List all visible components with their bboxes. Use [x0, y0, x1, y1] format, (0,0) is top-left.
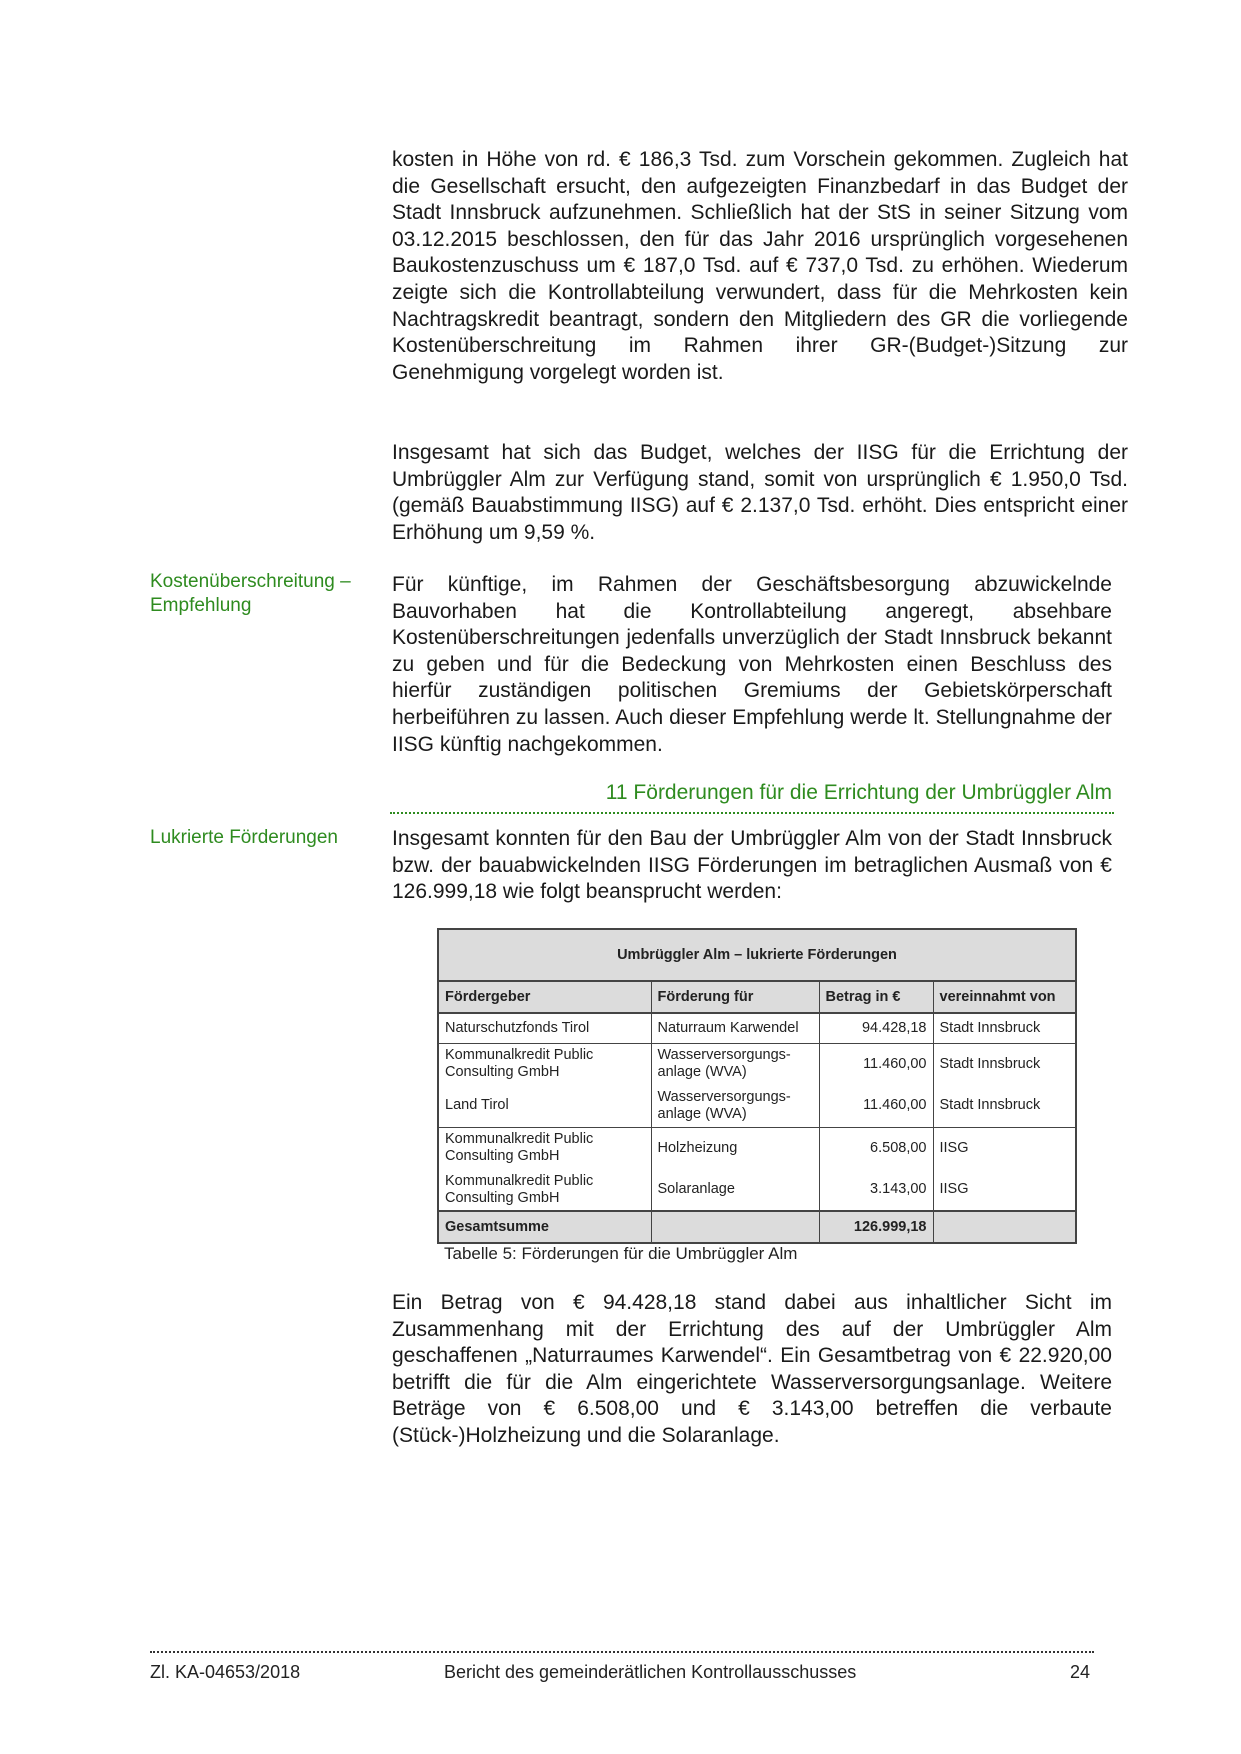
table-cell-recipient: IISG: [933, 1127, 1075, 1169]
table-cell-recipient: IISG: [939, 1181, 969, 1197]
table-total-empty: [651, 1211, 819, 1242]
table-header-funder: Fördergeber: [439, 981, 651, 1013]
table-cell-recipient: Stadt Innsbruck: [939, 1019, 1041, 1036]
table-cell-amount: 6.508,00: [819, 1127, 933, 1169]
table-cell-purpose: Naturraum Karwendel: [651, 1013, 819, 1043]
footer-reference: Zl. KA-04653/2018: [150, 1662, 301, 1682]
footer-report-title: Bericht des gemeinderätlichen Kontrollausschusses: [444, 1662, 857, 1682]
table-cell-amount: 11.460,00: [819, 1043, 933, 1085]
footer-page-number: 24: [1070, 1662, 1091, 1682]
table-cell-funder: Kommunalkredit Public Consulting GmbH: [439, 1169, 651, 1211]
section-heading: 11 Förderungen für die Errichtung der Umbrüggler Alm: [605, 781, 1112, 804]
table-cell-purpose: Wasserversorgungs-anlage (WVA): [651, 1085, 819, 1127]
paragraph-funding-intro: Insgesamt konnten für den Bau der Umbrüggler Alm von der Stadt Innsbruck bzw. der bauabwickelnden IISG Förderungen im betraglichen Ausmaß von € 126.999,18 wie folgt beansprucht werden:: [392, 827, 1112, 904]
table-total-row: [439, 1211, 1075, 1242]
table-cell-amount: 3.143,00: [819, 1169, 933, 1211]
margin-note-recommendation: Kostenüberschreitung – Empfehlung: [150, 571, 351, 616]
footer-divider: [150, 1651, 1094, 1653]
table-cell-purpose: Wasserversorgungs-anlage (WVA): [651, 1043, 819, 1085]
table-row: [439, 1085, 1075, 1127]
table-cell-funder: Kommunalkredit Public Consulting GmbH: [439, 1127, 651, 1169]
paragraph-recommendation: Für künftige, im Rahmen der Geschäftsbesorgung abzuwickelnde Bauvorhaben hat die Kontrollabteilung angeregt, absehbare Kostenüberschreitungen jedenfalls unverzüglich der Stadt Innsbruck bekannt zu geben und für die Bedeckung von Mehrkosten einen Beschluss des hierfür zuständigen politischen Gremiums der Gebietskörperschaft herbeiführen zu lassen. Auch dieser Empfehlung werde lt. Stellungnahme der IISG künftig nachgekommen.: [392, 573, 1112, 756]
margin-note-funding: Lukrierte Förderungen: [150, 827, 338, 848]
table-cell-funder: Kommunalkredit Public Consulting GmbH: [439, 1043, 651, 1085]
paragraph-funding-details: Ein Betrag von € 94.428,18 stand dabei aus inhaltlicher Sicht im Zusammenhang mit der Errichtung des auf der Umbrüggler Alm geschaffenen „Naturraumes Karwendel“. Ein Gesamtbetrag von € 22.920,00 betrifft die für die Alm eingerichtete Wasserversorgungsanlage. Weitere Beträge von € 6.508,00 und € 3.143,00 betreffen die verbaute (Stück-)Holzheizung und die Solaranlage.: [392, 1291, 1112, 1447]
table-row: [439, 1169, 1075, 1211]
funding-table: [437, 928, 1077, 1244]
table-cell-recipient: Stadt Innsbruck: [933, 1043, 1075, 1085]
heading-divider: [390, 812, 1114, 814]
table-row: [439, 1127, 1075, 1169]
table-cell-amount: 94.428,18: [819, 1013, 933, 1043]
table-cell-recipient: Stadt Innsbruck: [939, 1097, 1041, 1114]
table-header-recipient: vereinnahmt von: [933, 981, 1075, 1013]
table-total-label: Gesamtsumme: [439, 1211, 651, 1242]
table-row: [439, 1043, 1075, 1085]
table-title: Umbrüggler Alm – lukrierte Förderungen: [439, 930, 1075, 981]
paragraph-budget-increase: Insgesamt hat sich das Budget, welches der IISG für die Errichtung der Umbrüggler Alm zur Verfügung stand, somit von ursprünglich € 1.950,0 Tsd. (gemäß Bauabstimmung IISG) auf € 2.137,0 Tsd. erhöht. Dies entspricht einer Erhöhung um 9,59 %.: [392, 441, 1128, 544]
table-header-purpose: Förderung für: [651, 981, 819, 1013]
table-caption: Tabelle 5: Förderungen für die Umbrüggler Alm: [444, 1244, 798, 1263]
table-row: [439, 1013, 1075, 1043]
paragraph-cost-overrun: kosten in Höhe von rd. € 186,3 Tsd. zum Vorschein gekommen. Zugleich hat die Gesellschaft ersucht, den aufgezeigten Finanzbedarf in das Budget der Stadt Innsbruck aufzunehmen. Schließlich hat der StS in seiner Sitzung vom 03.12.2015 beschlossen, den für das Jahr 2016 ursprünglich vorgesehenen Baukostenzuschuss um € 187,0 Tsd. auf € 737,0 Tsd. zu erhöhen. Wiederum zeigte sich die Kontrollabteilung verwundert, dass für die Mehrkosten kein Nachtragskredit beantragt, sondern den Mitgliedern des GR die vorliegende Kostenüberschreitung im Rahmen ihrer GR-(Budget-)Sitzung zur Genehmigung vorgelegt worden ist.: [392, 148, 1128, 384]
table-cell-funder: Naturschutzfonds Tirol: [439, 1013, 651, 1043]
table-header-amount: Betrag in €: [819, 981, 933, 1013]
table-cell-purpose: Holzheizung: [651, 1127, 819, 1169]
table-cell-purpose: Solaranlage: [651, 1169, 819, 1211]
table-cell-amount: 11.460,00: [819, 1085, 933, 1127]
table-total-value: 126.999,18: [819, 1211, 933, 1242]
table-cell-funder: Land Tirol: [439, 1085, 651, 1127]
table-total-empty-2: [933, 1211, 1075, 1242]
